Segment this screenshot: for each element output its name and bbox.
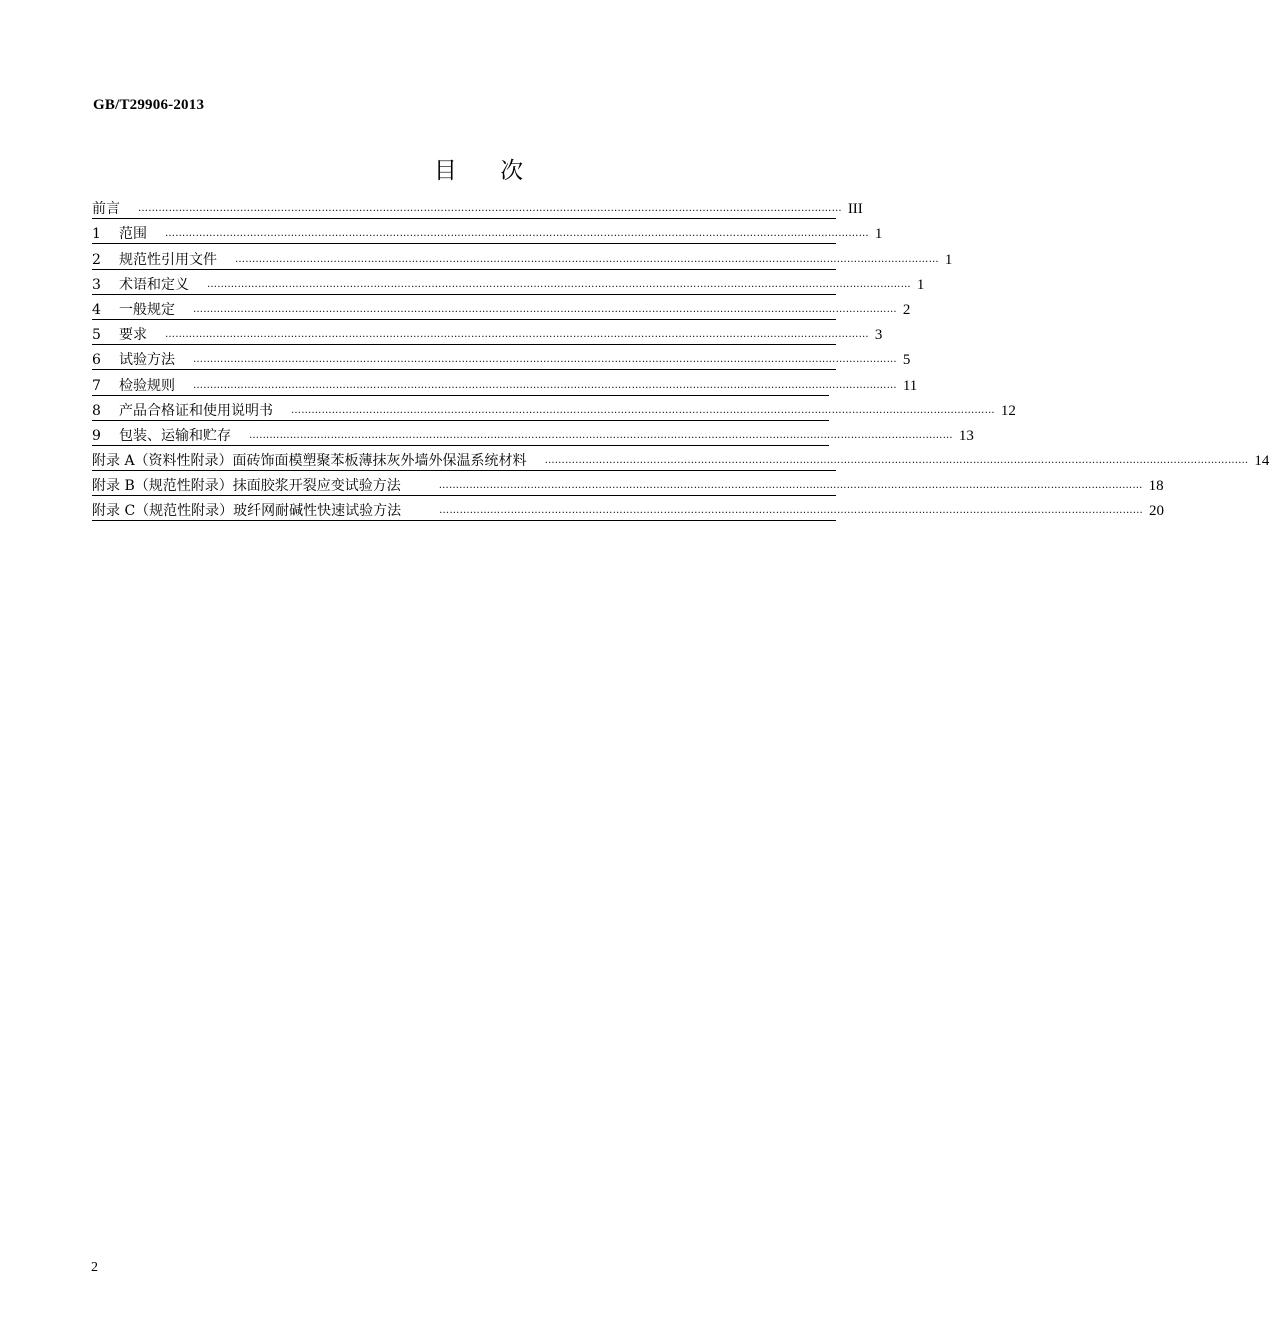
toc-entry-label <box>92 225 155 243</box>
dot-leader: ……………………………………………………………………………………………………………………………………………………………………………………… <box>165 329 869 341</box>
dot-leader: ……………………………………………………………………………………………………………………………………………………………………………………… <box>291 404 995 416</box>
toc-entry-8[interactable] <box>92 396 1016 421</box>
dot-leader: ……………………………………………………………………………………………………………………………………………………………………………………… <box>207 278 911 290</box>
toc-entry-page: 18 <box>1143 477 1164 495</box>
toc-entry-label <box>92 301 183 319</box>
toc-entry-page: 11 <box>897 377 917 395</box>
toc-entry-label <box>92 502 409 520</box>
toc-entry-label <box>92 402 281 420</box>
toc-entry-page: 1 <box>939 251 953 269</box>
toc-entry-number: 5 <box>92 327 101 344</box>
dot-leader: ……………………………………………………………………………………………………………………………………………………………………………………… <box>193 379 897 391</box>
standard-code: GB/T29906-2013 <box>93 97 205 113</box>
toc-title: 目 次 <box>433 158 542 184</box>
toc-entry-page: 1 <box>869 225 883 243</box>
toc-entry-annex-a[interactable] <box>92 446 1269 471</box>
toc-entry-title: 产品合格证和使用说明书 <box>119 402 273 419</box>
toc-entry-title: 试验方法 <box>119 352 175 369</box>
toc-entry-page: 13 <box>953 427 974 445</box>
toc-entry-4[interactable] <box>92 295 911 320</box>
toc-entry-number: 6 <box>92 352 101 369</box>
table-of-contents <box>92 194 1269 521</box>
toc-entry-number: 1 <box>92 226 101 243</box>
dot-leader: ……………………………………………………………………………………………………………………………………………………………………………………… <box>235 253 939 265</box>
toc-entry-label <box>92 452 535 470</box>
toc-entry-title: 检验规则 <box>119 377 175 394</box>
toc-entry-title: 一般规定 <box>119 301 175 318</box>
dot-leader: ……………………………………………………………………………………………………………………………………………………………………………………… <box>193 354 897 366</box>
toc-entry-foreword[interactable] <box>92 194 863 219</box>
dot-leader: ……………………………………………………………………………………………………………………………………………………………………………………… <box>438 480 1143 492</box>
toc-entry-title: 要求 <box>119 327 147 344</box>
toc-entry-3[interactable] <box>92 270 925 295</box>
toc-entry-number: 8 <box>92 402 101 419</box>
toc-entry-number: 9 <box>92 427 101 444</box>
toc-entry-title: 范围 <box>119 226 147 243</box>
toc-entry-label <box>92 427 239 445</box>
toc-entry-title: 术语和定义 <box>119 276 189 293</box>
toc-entry-5[interactable] <box>92 320 883 345</box>
toc-entry-9[interactable] <box>92 421 974 446</box>
toc-entry-7[interactable] <box>92 370 918 395</box>
dot-leader: ……………………………………………………………………………………………………………………………………………………………………………………… <box>249 429 953 441</box>
toc-entry-number: 7 <box>92 377 101 394</box>
toc-entry-title: 附录 B（规范性附录）抹面胶浆开裂应变试验方法 <box>92 478 401 495</box>
toc-entry-label <box>92 276 197 294</box>
toc-entry-page: 5 <box>897 351 911 369</box>
toc-entry-2[interactable] <box>92 244 953 269</box>
dot-leader: ……………………………………………………………………………………………………………………………………………………………………………………… <box>544 455 1249 467</box>
toc-entry-page: 12 <box>995 402 1016 420</box>
toc-entry-annex-b[interactable] <box>92 471 1164 496</box>
dot-leader: ……………………………………………………………………………………………………………………………………………………………………………………… <box>138 203 842 215</box>
toc-entry-title: 规范性引用文件 <box>119 251 217 268</box>
dot-leader: ……………………………………………………………………………………………………………………………………………………………………………………… <box>193 303 897 315</box>
page-number: 2 <box>91 1260 98 1275</box>
toc-entry-page: 14 <box>1248 452 1269 470</box>
toc-entry-title: 前言 <box>92 201 120 218</box>
toc-entry-label <box>92 326 155 344</box>
toc-entry-number: 2 <box>92 251 101 268</box>
toc-entry-page: 2 <box>897 301 911 319</box>
toc-entry-title: 包装、运输和贮存 <box>119 427 231 444</box>
toc-entry-page: 3 <box>869 326 883 344</box>
dot-leader: ……………………………………………………………………………………………………………………………………………………………………………………… <box>439 505 1143 517</box>
toc-entry-6[interactable] <box>92 345 911 370</box>
toc-entry-title: 附录 C（规范性附录）玻纤网耐碱性快速试验方法 <box>92 503 402 520</box>
dot-leader: ……………………………………………………………………………………………………………………………………………………………………………………… <box>165 228 869 240</box>
toc-entry-number: 4 <box>92 301 101 318</box>
toc-entry-label <box>92 377 183 395</box>
toc-entry-label <box>92 477 409 495</box>
toc-entry-page: 20 <box>1143 502 1164 520</box>
toc-entry-label <box>92 200 128 218</box>
toc-entry-label <box>92 351 183 369</box>
toc-entry-number: 3 <box>92 276 101 293</box>
toc-entry-page: III <box>842 200 863 218</box>
toc-entry-page: 1 <box>911 276 925 294</box>
toc-entry-label <box>92 251 225 269</box>
toc-entry-title: 附录 A（资料性附录）面砖饰面模塑聚苯板薄抹灰外墙外保温系统材料 <box>92 453 527 470</box>
toc-entry-1[interactable] <box>92 219 883 244</box>
toc-entry-annex-c[interactable] <box>92 496 1164 521</box>
